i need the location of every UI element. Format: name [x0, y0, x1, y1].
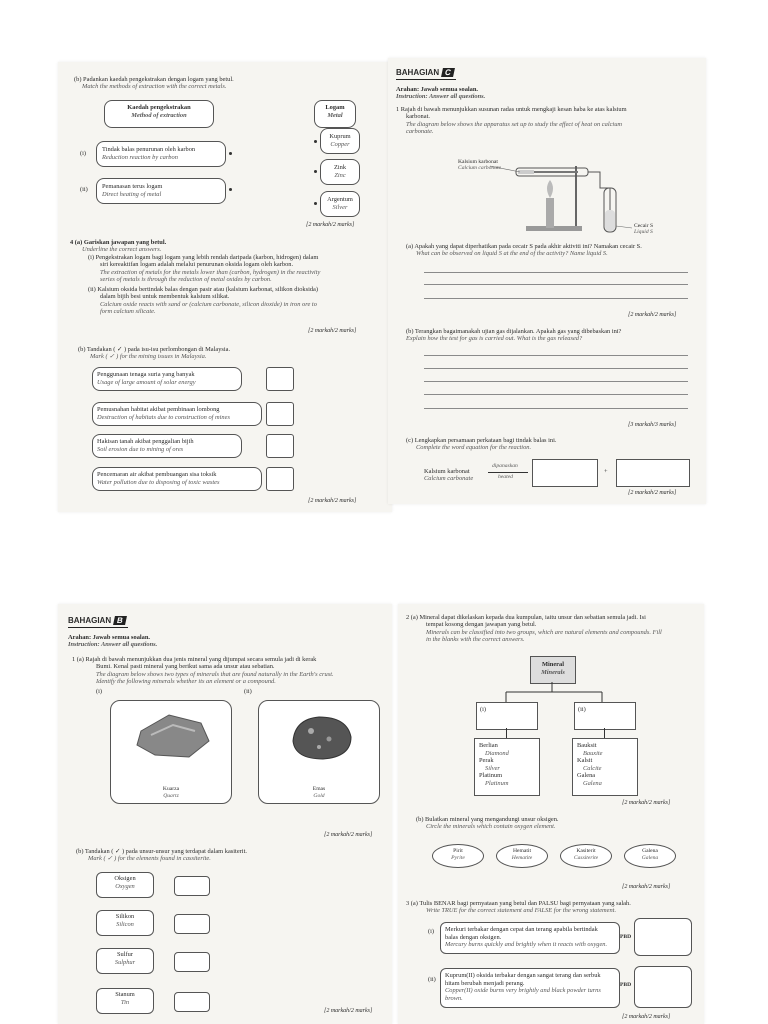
true-false-box[interactable]: [634, 918, 692, 956]
qc-ms: (c) Lengkapkan persamaan perkataan bagi tindak balas ini.: [406, 437, 557, 444]
q4-i-ms2: siri kereaktifan logam adalah melalui penurunan oksida logam oleh karbon.: [100, 261, 294, 268]
pbd-label: PBD: [620, 934, 632, 940]
statement-2-ms2: hitam berubah menjadi perang.: [445, 979, 525, 987]
statement-1-num: (i): [428, 928, 435, 935]
tick-box[interactable]: [174, 914, 210, 934]
answer-line[interactable]: [424, 355, 688, 356]
bunsen-burner: [546, 198, 554, 228]
root-ms: Mineral: [541, 661, 564, 668]
q3-en: Write TRUE for the correct statement and FALSE for the wrong statement.: [426, 907, 617, 914]
q4-i-en1: The extraction of metals for the metals lower than (carbon, hydrogen) in the reactivity: [100, 269, 321, 276]
issue-3-ms: Hakisan tanah akibat penggalian bijih: [97, 438, 194, 445]
qb-ms: (b) Tandakan ( ✓ ) pada unsur-unsur yang terdapat dalam kasiterit.: [76, 848, 247, 855]
q4-ii-en2: form calcium silicate.: [100, 308, 156, 315]
list-2-item-3-ms: Galena: [577, 772, 596, 780]
issue-4-en: Water pollution due to disposing of toxic wastes: [97, 478, 220, 486]
method-2-en: Direct heating of metal: [102, 190, 162, 198]
metal-header-en: Metal: [327, 111, 343, 119]
element-3-en: Sulphur: [114, 958, 136, 966]
marks-label: [2 markah/2 marks]: [622, 884, 671, 890]
answer-line[interactable]: [424, 368, 688, 369]
list-1-item-3-ms: Platinum: [479, 772, 503, 780]
branch-2-box[interactable]: [574, 702, 636, 730]
marks-label: [2 markah/2 marks]: [324, 832, 373, 838]
answer-box[interactable]: [532, 459, 598, 487]
img-2-label: (ii): [244, 688, 252, 695]
liquid-s: [605, 210, 615, 231]
q4-title: 4 (a) Gariskan jawapan yang betul.: [70, 239, 167, 246]
gold-image-box: [258, 700, 380, 804]
qa-en: What can be observed on liquid S at the end of the activity? Name liquid S.: [416, 250, 608, 257]
element-1-ms: Oksigen: [114, 875, 136, 882]
label-pointer: [616, 226, 632, 228]
q1-en2: carbonate.: [406, 128, 434, 135]
quartz-image-box: [110, 700, 232, 804]
match-dot[interactable]: [314, 140, 317, 143]
marks-label: [2 markah/2 marks]: [308, 498, 357, 504]
quartz-rock: [137, 715, 209, 757]
list-2-item-1-en: Bauxite: [583, 749, 603, 757]
match-dot[interactable]: [229, 152, 232, 155]
issue-1-box: [92, 367, 242, 391]
method-2-num: (ii): [80, 186, 88, 193]
q3-ms: 3 (a) Tulis BENAR bagi pernyataan yang betul dan PALSU bagi pernyataan yang salah.: [406, 900, 631, 907]
issue-2-box: [92, 402, 262, 426]
answer-line[interactable]: [424, 381, 688, 382]
gold-icon: [259, 701, 379, 781]
metal-1-en: Copper: [330, 140, 350, 148]
oval-2-ms: Hematit: [512, 848, 532, 854]
q4-ii-en1: Calcium oxide reacts with sand or (calcium carbonate, silicon dioxide) in iron ore to: [100, 301, 317, 308]
method-header: Kaedah pengekstrakan: [127, 104, 191, 111]
eq-en: Calcium carbonate: [424, 475, 474, 482]
issue-2-ms: Pemusnahan habitat akibat pembinaan lombong: [97, 406, 220, 413]
match-dot[interactable]: [314, 202, 317, 205]
answer-line[interactable]: [424, 284, 688, 285]
mineral-1-ms: Kuarza: [162, 786, 180, 792]
gold-nugget: [293, 717, 351, 759]
oval-3-ms: Kasiterit: [576, 848, 596, 854]
label-liquid-s-en: Liquid S: [634, 229, 653, 235]
list-2-item-1-ms: Bauksit: [577, 742, 597, 749]
q4-title-en: Underline the correct answers.: [82, 246, 162, 253]
tick-box[interactable]: [174, 876, 210, 896]
oval-2-en: Hematite: [511, 854, 533, 861]
header-rule: [68, 627, 128, 628]
tick-box[interactable]: [266, 367, 294, 391]
list-2-item-2-en: Calcite: [583, 764, 602, 772]
quartz-icon: [111, 701, 231, 781]
statement-1-en: Mercury burns quickly and brightly when it reacts with oxygen.: [445, 941, 608, 949]
page-bottom-left: [58, 604, 392, 1024]
qa-ms: (a) Apakah yang dapat diperhatikan pada cecair S pada akhir aktiviti ini? Namakan cecair S.: [406, 243, 642, 250]
element-1-en: Oxygen: [115, 882, 135, 890]
qb-en: Circle the minerals which contain oxygen element.: [426, 823, 556, 830]
reaction-arrow: [488, 472, 528, 473]
gold-speck: [308, 728, 314, 734]
q2-en1: Minerals can be classified into two groups, which are natural elements and compounds. Fill: [426, 629, 662, 636]
page-top-right: [388, 58, 706, 504]
list-1-box: [474, 738, 540, 796]
marks-label: [2 markah/2 marks]: [622, 800, 671, 806]
arrow-bottom: heated: [498, 474, 513, 480]
list-2-item-3-en: Galena: [583, 779, 602, 787]
oval-1-ms: Pirit: [453, 848, 463, 854]
plus-sign: +: [604, 468, 608, 475]
flame-icon: [547, 180, 553, 198]
metal-header: Logam: [325, 104, 345, 111]
metal-1-box: [320, 128, 360, 154]
page-top-left: [58, 62, 392, 512]
qb-ms: (b) Terangkan bagaimanakah ujian gas dijalankan. Apakah gas yang dibebaskan ini?: [406, 328, 622, 335]
tree-line: [506, 728, 507, 738]
statement-1-ms2: balas dengan oksigen.: [445, 933, 502, 941]
q4-ii-ms2: dalam bijih besi untuk membentuk kalsium silikat.: [100, 293, 230, 300]
metal-2-ms: Zink: [333, 164, 347, 171]
q1-ms2: karbonat.: [406, 113, 430, 120]
method-header-en: Method of extraction: [131, 111, 187, 119]
arahan: Arahan: Jawab semua soalan.: [68, 634, 151, 641]
list-2-item-2-ms: Kalsit: [577, 757, 593, 765]
element-3-ms: Sulfur: [117, 951, 133, 958]
answer-box[interactable]: [616, 459, 690, 487]
oval-3-en: Cassiterite: [573, 854, 599, 861]
statement-2-box: [440, 968, 620, 1008]
issue-1-ms: Penggunaan tenaga suria yang banyak: [97, 371, 195, 378]
tick-box[interactable]: [266, 467, 294, 491]
statement-1-ms1: Merkuri terbakar dengan cepat dan terang apabila bertindak: [445, 926, 598, 933]
page-bottom-right: [398, 604, 704, 1024]
metal-3-en: Silver: [332, 203, 348, 211]
gold-speck: [317, 745, 321, 749]
element-4-box: [96, 988, 154, 1014]
answer-line[interactable]: [424, 298, 688, 299]
section-word: BAHAGIAN: [396, 68, 440, 77]
element-4-ms: Stanum: [115, 991, 135, 998]
true-false-box[interactable]: [634, 966, 692, 1008]
answer-line[interactable]: [424, 394, 688, 395]
mineral-2-ms: Emas: [312, 786, 326, 792]
issue-2-en: Destruction of habitats due to construction of mines: [97, 413, 230, 421]
marks-label: [2 markah/2 marks]: [628, 490, 677, 496]
section-letter: B: [113, 616, 127, 625]
q4b-title: (b) Tandakan ( ✓ ) pada isu-isu perlombongan di Malaysia.: [78, 346, 231, 353]
oval-hematite[interactable]: [496, 844, 548, 868]
arrow-top: dipanaskan: [492, 463, 518, 469]
element-3-box: [96, 948, 154, 974]
label-calcium-carbonate-en: Calcium carbonate: [458, 165, 502, 171]
q2-en2: in the blanks with the correct answers.: [426, 636, 525, 643]
list-2-box: [572, 738, 638, 796]
element-4-en: Tin: [120, 998, 130, 1006]
tree-connector: [478, 682, 638, 702]
label-calcium-carbonate: Kalsium karbonat: [458, 159, 498, 165]
issue-3-box: [92, 434, 242, 458]
header-rule: [396, 79, 456, 80]
method-1-num: (i): [80, 150, 87, 157]
metal-2-en: Zinc: [334, 171, 346, 179]
method-header-box: [104, 100, 214, 128]
issue-4-ms: Pencemaran air akibat pembuangan sisa toksik: [97, 471, 217, 478]
oval-1-en: Pyrite: [451, 854, 465, 861]
marks-label: [2 markah/2 marks]: [306, 222, 355, 228]
statement-2-en: Copper(II) oxide burns very brightly and black powder turns brown.: [445, 987, 601, 1002]
instruction: Instruction: Answer all questions.: [68, 641, 158, 648]
method-1-box: [96, 141, 226, 167]
q2-ms1: 2 (a) Mineral dapat dikelaskan kepada dua kumpulan, iaitu unsur dan sebatian semula jadi. Isi: [406, 614, 646, 621]
method-2-ms: Pemanasan terus logam: [102, 183, 163, 190]
marks-label: [2 markah/2 marks]: [628, 312, 677, 318]
oval-4-ms: Galena: [642, 848, 658, 854]
section-word: BAHAGIAN: [68, 616, 112, 625]
branch-1-label: (i): [480, 706, 487, 713]
metal-2-box: [320, 159, 360, 185]
marks-label: [2 markah/2 marks]: [622, 1014, 671, 1020]
instruction: Instruction: Answer all questions.: [396, 93, 486, 100]
root-en: Minerals: [541, 668, 565, 676]
oval-4-en: Galena: [641, 854, 659, 861]
q1-en1: The diagram below shows two types of minerals that are found naturally in the Earth's crust.: [96, 671, 334, 678]
qc-en: Complete the word equation for the reaction.: [416, 444, 532, 451]
marks-label: [2 markah/2 marks]: [324, 1008, 373, 1014]
q1-en1: The diagram below shows the apparatus set up to study the effect of heat on calcium: [406, 121, 623, 128]
qb-en: Explain how the test for gas is carried out. What is the gas released?: [406, 335, 583, 342]
issue-1-en: Usage of large amount of solar energy: [97, 378, 196, 386]
section-header: [68, 616, 126, 625]
mineral-1-en: Quartz: [163, 792, 179, 799]
tick-box[interactable]: [266, 434, 294, 458]
issue-4-box: [92, 467, 262, 491]
method-2-box: [96, 178, 226, 204]
eq-ms: Kalsium karbonat: [424, 468, 470, 475]
oval-cassiterite[interactable]: [560, 844, 612, 868]
list-1-item-3-en: Platinum: [485, 779, 509, 787]
method-1-ms: Tindak balas penurunan oleh karbon: [102, 146, 196, 153]
list-1-item-2-en: Silver: [485, 764, 500, 772]
list-1-item-1-en: Diamond: [485, 749, 509, 757]
element-1-box: [96, 872, 154, 898]
section-header: [396, 68, 454, 77]
q1-en2: Identify the following minerals whether its an element or a compound.: [96, 678, 276, 685]
q4-ii-ms1: (ii) Kalsium oksida bertindak balas dengan pasir atau (kalsium karbonat, silikon dioksida): [88, 286, 319, 293]
branch-2-label: (ii): [578, 706, 586, 713]
marks-label: [3 markah/3 marks]: [628, 422, 677, 428]
element-2-ms: Silikon: [115, 913, 135, 920]
tick-box[interactable]: [174, 952, 210, 972]
mineral-root-box: [530, 656, 576, 684]
answer-line[interactable]: [424, 408, 688, 409]
marks-label: [2 markah/2 marks]: [308, 328, 357, 334]
arahan: Arahan: Jawab semua soalan.: [396, 86, 479, 93]
gold-speck: [327, 737, 332, 742]
tree-line: [604, 728, 605, 738]
list-1-item-1-ms: Berlian: [479, 742, 498, 749]
q1-ms1: 1 Rajah di bawah menunjukkan susunan radas untuk mengkaji kesan haba ke atas kalsium: [396, 106, 627, 113]
qb-ms: (b) Bulatkan mineral yang mengandungi unsur oksigen.: [416, 816, 559, 823]
match-dot[interactable]: [229, 188, 232, 191]
statement-1-box: [440, 922, 620, 954]
calcium-carbonate-sample: [518, 170, 534, 174]
statement-2-ms1: Kuprum(II) oksida terbakar dengan sangat terang dan serbuk: [445, 972, 601, 979]
metal-3-ms: Argentum: [327, 196, 353, 203]
metal-1-ms: Kuprum: [329, 133, 351, 140]
q4-i-ms1: (i) Pengekstrakan logam bagi logam yang lebih rendah daripada (karbon, hidrogen) dalam: [88, 254, 319, 261]
branch-1-box[interactable]: [476, 702, 538, 730]
answer-line[interactable]: [424, 272, 688, 273]
q2-ms2: tempat kosong dengan jawapan yang betul.: [426, 621, 537, 628]
oval-galena[interactable]: [624, 844, 676, 868]
match-dot[interactable]: [314, 170, 317, 173]
oval-pyrite[interactable]: [432, 844, 484, 868]
metal-3-box: [320, 191, 360, 217]
qb-en: Mark ( ✓ ) for the elements found in cassiterite.: [88, 855, 211, 862]
q1-ms1: 1 (a) Rajah di bawah menunjukkan dua jenis mineral yang dijumpai secara semula jadi di kerak: [72, 656, 317, 663]
img-1-label: (i): [96, 688, 103, 695]
mineral-2-en: Gold: [313, 792, 325, 799]
method-1-en: Reduction reaction by carbon: [102, 153, 178, 161]
q4b-title-en: Mark ( ✓ ) for the mining issues in Malaysia.: [90, 353, 207, 360]
q3b-title: (b) Padankan kaedah pengekstrakan dengan logam yang betul.: [74, 76, 234, 83]
element-2-box: [96, 910, 154, 936]
issue-3-en: Soil erosion due to mining of ores: [97, 445, 184, 453]
section-letter: C: [441, 68, 455, 77]
metal-header-box: [314, 100, 356, 128]
tick-box[interactable]: [174, 992, 210, 1012]
q4-i-en2: series of metals is through the reduction of metal oxides by carbon.: [100, 276, 272, 283]
element-2-en: Silicon: [116, 920, 134, 928]
statement-2-num: (ii): [428, 976, 436, 983]
q1-ms2: Bumi. Kenal pasti mineral yang berikut sama ada unsur atau sebatian.: [96, 663, 275, 670]
q3b-title-en: Match the methods of extraction with the correct metals.: [82, 83, 227, 90]
tick-box[interactable]: [266, 402, 294, 426]
label-liquid-s: Cecair S: [634, 223, 654, 229]
pbd-label: PBD: [620, 982, 632, 988]
list-1-item-2-ms: Perak: [479, 757, 494, 765]
